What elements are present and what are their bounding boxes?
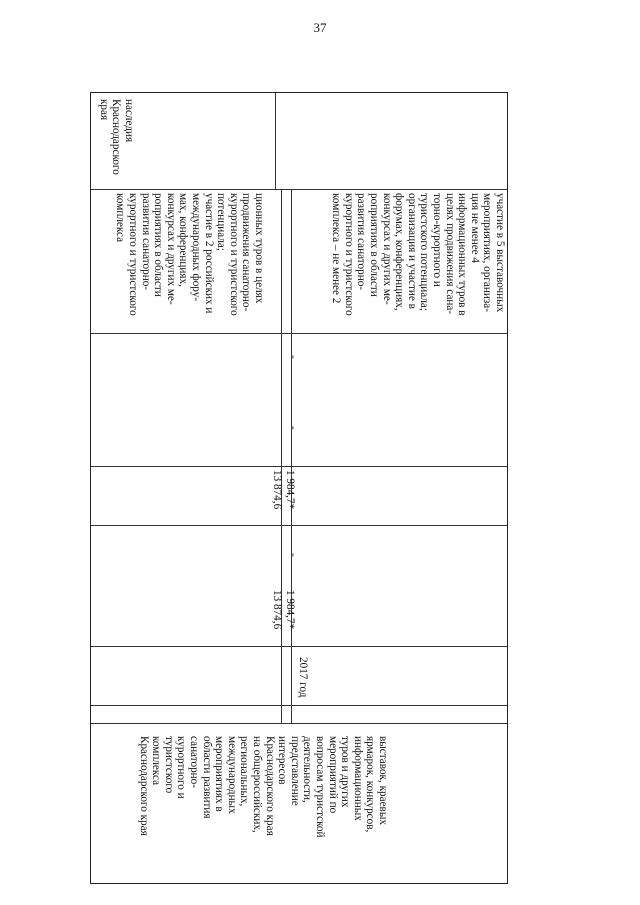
regional-budget-cell: 1 984,7* 13 874,6 xyxy=(271,470,296,510)
rotated-table xyxy=(90,92,508,884)
extra-budget-cell: - xyxy=(287,355,299,359)
event-description-cell: выставок, краевых ярмарок, конкурсов, информационных туров и других мероприятий по вопросам туристской деятельности, представление интересов Краснодарского края на общероссийских, региональных, международных мероприятиях в области развития санаторно- курортного и туристского комплекса Краснодарского края xyxy=(137,736,389,838)
total-funding-cell: 1 984,7* 13 874,6 xyxy=(271,590,296,630)
row-divider xyxy=(91,189,507,190)
year-cell: 2017 год xyxy=(297,657,309,698)
executor-cell: наследия Краснодарского края xyxy=(97,99,135,175)
column-divider xyxy=(291,189,292,723)
row-divider xyxy=(91,333,507,334)
page-number: 37 xyxy=(313,20,327,35)
federal-budget-cell: - xyxy=(287,553,299,557)
result-cell-2017: участие в 5 выставочных мероприятиях, организа- ция не менее 4 информационных туров в целях продвижения сана- торно-курортного и туристского потенциала; организация и участие в форумах, конференциях, конкурсах и других ме- роприятиях в области развития санаторно- курортного и туристского комплекса – не менее 2 xyxy=(330,193,506,316)
row-divider xyxy=(91,466,507,467)
local-budget-cell: - xyxy=(287,426,299,430)
row-divider xyxy=(91,525,507,526)
row-divider xyxy=(91,705,507,706)
row-divider xyxy=(91,723,507,724)
column-divider xyxy=(281,189,282,723)
result-cell-continuation: ционных туров в целях продвижения санаторно- курортного и туристского потенциала; участие в 2 российских и международных фору- мах, конференциях, конкурсах и других ме- роприятиях в области развития санаторно- курортного и туристского комплекса xyxy=(114,193,265,316)
row-divider xyxy=(91,646,507,647)
column-divider xyxy=(275,93,276,189)
